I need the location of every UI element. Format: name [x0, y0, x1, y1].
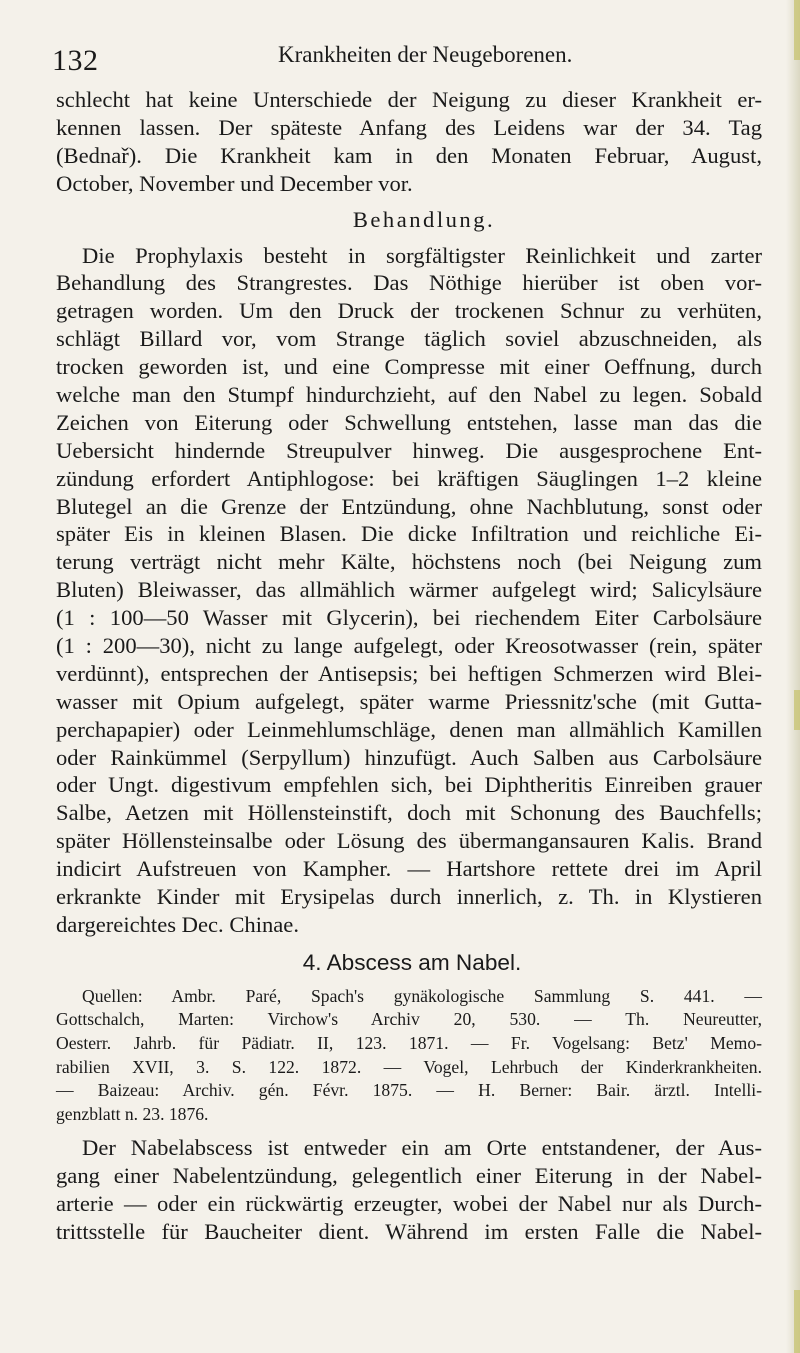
text-line: (1 : 200—30), nicht zu lange aufgelegt, oder Kreosotwasser (rein, später [56, 633, 762, 659]
text-line: Blutegel an die Grenze der Entzündung, ohne Nachblutung, sonst oder [56, 493, 762, 519]
reference-line: Gottschalch, Marten: Virchow's Archiv 20, 530. — Th. Neureutter, [56, 1009, 762, 1030]
subsection-heading: 4. Abscess am Nabel. [302, 949, 522, 975]
text-line: gang einer Nabelentzündung, gelegentlich einer Eiterung in der Nabel- [56, 1163, 762, 1189]
text-line: verdünnt), entsprechen der Antisepsis; bei heftigen Schmerzen wird Blei- [56, 660, 762, 686]
text-line: welche man den Stumpf hindurchzieht, auf den Nabel zu legen. Sobald [56, 382, 762, 408]
page-edge-stain [794, 0, 800, 60]
paragraph-intro [56, 86, 762, 198]
text-line: (1 : 100—50 Wasser mit Glycerin), bei riechendem Eiter Carbolsäure [56, 605, 762, 631]
text-line: indicirt Aufstreuen von Kampher. — Hartshore rettete drei im April [56, 856, 762, 882]
reference-line: Quellen: Ambr. Paré, Spach's gynäkologische Sammlung S. 441. — [82, 985, 762, 1006]
text-line: erkrankte Kinder mit Erysipelas durch innerlich, z. Th. in Klystieren [56, 884, 762, 910]
text-line: getragen worden. Um den Druck der trockenen Schnur zu verhüten, [56, 298, 762, 324]
text-line: trocken geworden ist, und eine Compresse mit einer Oeffnung, durch [56, 354, 762, 380]
body-text [56, 86, 762, 1246]
text-line: terung verträgt nicht mehr Kälte, höchstens noch (bei Neigung zum [56, 549, 762, 575]
references-block [56, 985, 762, 1127]
text-line: oder Ungt. digestivum empfehlen sich, bei Diphtheritis Einreiben grauer [56, 772, 762, 798]
text-line: perchapapier) oder Leinmehlumschläge, denen man allmählich Kamillen [56, 716, 762, 742]
text-line: Salbe, Aetzen mit Höllensteinstift, doch mit Schonung des Bauchfells; [56, 800, 762, 826]
paragraph-treatment [56, 242, 762, 939]
text-line: kennen lassen. Der späteste Anfang des Leidens war der 34. Tag [56, 114, 762, 140]
text-line: oder Rainkümmel (Serpyllum) hinzufügt. Auch Salben aus Carbolsäure [56, 744, 762, 770]
reference-line: rabilien XVII, 3. S. 122. 1872. — Vogel, Lehrbuch der Kinderkrankheiten. [56, 1056, 762, 1077]
paragraph-abscess [56, 1134, 762, 1246]
text-line: Behandlung des Strangrestes. Das Nöthige hierüber ist oben vor- [56, 270, 762, 296]
text-line: später Höllensteinsalbe oder Lösung des übermangansauren Kalis. Brand [56, 828, 762, 854]
text-line: Zeichen von Eiterung oder Schwellung entstehen, lasse man das die [56, 409, 762, 435]
text-line: Der Nabelabscess ist entweder ein am Orte entstandener, der Aus- [82, 1135, 762, 1161]
text-line: arterie — oder ein rückwärtig erzeugter, wobei der Nabel nur als Durch- [56, 1191, 762, 1217]
reference-line: Oesterr. Jahrb. für Pädiatr. II, 123. 1871. — Fr. Vogelsang: Betz' Memo- [56, 1033, 762, 1054]
text-line: October, November und December vor. [56, 170, 413, 196]
text-line: schlecht hat keine Unterschiede der Neigung zu dieser Krankheit er- [56, 87, 762, 112]
text-line: Uebersicht hindernde Streupulver hinweg. Die ausgesprochene Ent- [56, 437, 762, 463]
text-line: (Bednař). Die Krankheit kam in den Monaten Februar, August, [56, 142, 762, 168]
text-line: wasser mit Opium aufgelegt, später warme Priessnitz'sche (mit Gutta- [56, 688, 762, 714]
text-line: Die Prophylaxis besteht in sorgfältigster Reinlichkeit und zarter [82, 242, 762, 268]
text-line: Bluten) Bleiwasser, das allmählich wärmer aufgelegt wird; Salicylsäure [56, 577, 762, 603]
running-head: Krankheiten der Neugeborenen. [278, 42, 573, 67]
page-edge-shadow [786, 0, 800, 1353]
page-number: 132 [52, 44, 99, 77]
text-line: später Eis in kleinen Blasen. Die dicke Infiltration und reichliche Ei- [56, 521, 762, 547]
page-header [52, 42, 752, 86]
text-line: schlägt Billard vor, vom Strange täglich soviel abzuschneiden, als [56, 326, 762, 352]
page-edge-stain [794, 1290, 800, 1353]
section-heading: Behandlung. [352, 206, 496, 232]
page-edge-stain [794, 690, 800, 730]
text-line: zündung erfordert Antiphlogose: bei kräftigen Säuglingen 1–2 kleine [56, 465, 762, 491]
reference-line: — Baizeau: Archiv. gén. Févr. 1875. — H. Berner: Bair. ärztl. Intelli- [56, 1080, 762, 1101]
text-line: trittsstelle für Baucheiter dient. Während im ersten Falle die Nabel- [56, 1219, 762, 1245]
reference-line: genzblatt n. 23. 1876. [56, 1103, 209, 1124]
text-line: dargereichtes Dec. Chinae. [56, 911, 299, 937]
